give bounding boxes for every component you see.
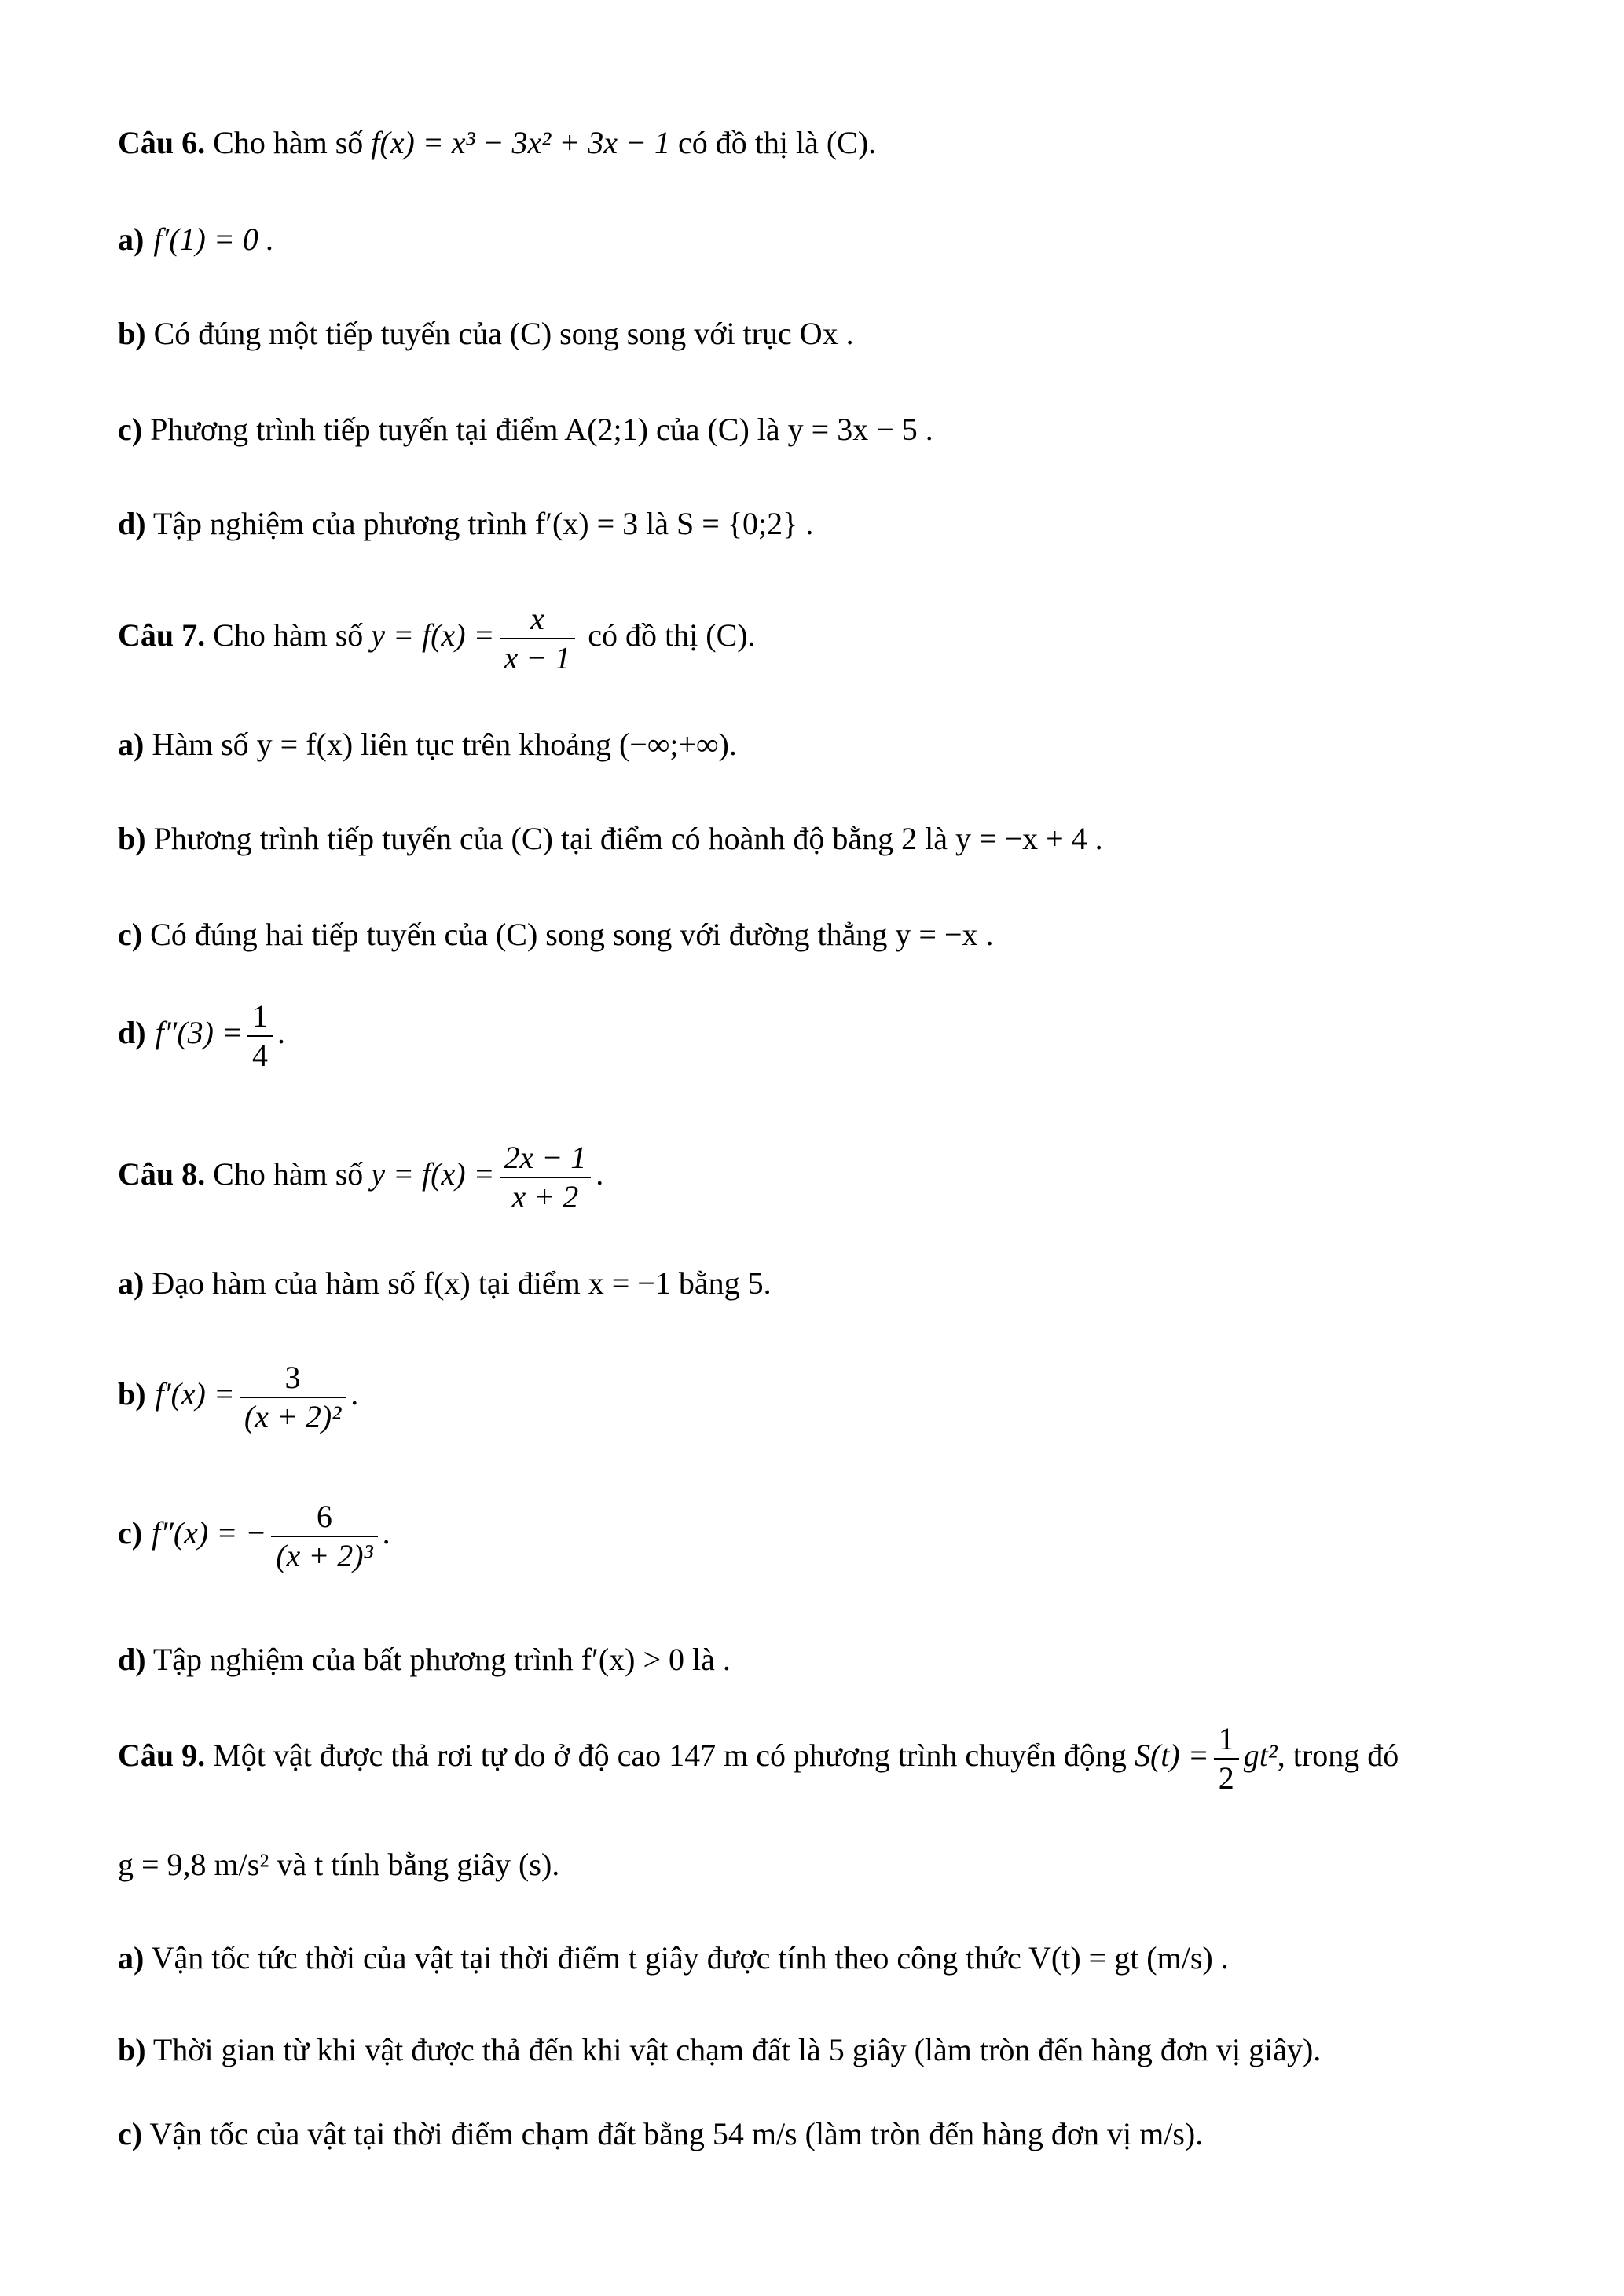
q6-a-label: a) [118, 222, 145, 257]
q9-stem [118, 1720, 1516, 1797]
q8-c-denominator: (x + 2)³ [276, 1538, 373, 1573]
q7-a-text: Hàm số y = f(x) liên tục trên khoảng (−∞;+∞). [152, 727, 737, 762]
q6-a [118, 220, 274, 259]
q6-function: f(x) = x³ − 3x² + 3x − 1 [371, 125, 670, 160]
q9-s-lhs: S(t) = [1134, 1738, 1209, 1774]
q6-c-text: Phương trình tiếp tuyến tại điểm A(2;1) của (C) là y = 3x − 5 . [150, 412, 933, 447]
q9-s-rhs: gt² [1243, 1738, 1278, 1774]
q6-b-text: Có đúng một tiếp tuyến của (C) song song với trục Ox . [153, 316, 854, 351]
q7-d-tail: . [277, 1015, 285, 1051]
q7-denominator: x − 1 [504, 640, 571, 676]
q7-numerator: x [500, 600, 576, 639]
q7-d-fraction [247, 998, 273, 1075]
q6-b-label: b) [118, 316, 146, 351]
q7-b [118, 819, 1103, 859]
q7-d-label: d) [118, 1015, 146, 1051]
q8-numerator: 2x − 1 [500, 1139, 592, 1178]
q6-stem [118, 123, 876, 163]
q6-b [118, 314, 854, 353]
q9-s-tail: , trong đó [1277, 1738, 1399, 1774]
q9-b-label: b) [118, 2032, 146, 2067]
q9-head: Câu 9. [118, 1738, 206, 1774]
q9-line2-text: g = 9,8 m/s² và t tính bằng giây (s). [118, 1847, 560, 1882]
q8-c-label: c) [118, 1515, 143, 1551]
q9-c-text: Vận tốc của vật tại thời điểm chạm đất bằng 54 m/s (làm tròn đến hàng đơn vị m/s). [149, 2116, 1204, 2151]
q9-a [118, 1939, 1229, 1978]
q6-a-math: f′(1) = 0 . [153, 222, 274, 257]
q8-c-numerator: 6 [271, 1498, 377, 1537]
q6-head: Câu 6. [118, 125, 206, 160]
q6-c-label: c) [118, 412, 143, 447]
q7-d-numerator: 1 [247, 998, 273, 1037]
q7-a-label: a) [118, 727, 145, 762]
q9-c [118, 2115, 1203, 2154]
q8-fraction [500, 1139, 592, 1216]
q8-d-text: Tập nghiệm của bất phương trình f′(x) > 0 là . [152, 1642, 731, 1677]
q8-a [118, 1264, 772, 1303]
q8-c-lhs: f″(x) = − [152, 1515, 267, 1551]
q7-lhs: y = f(x) = [371, 617, 495, 654]
q9-c-label: c) [118, 2116, 143, 2151]
q7-b-label: b) [118, 821, 146, 856]
q8-b [118, 1359, 358, 1436]
q8-tail: . [596, 1156, 604, 1192]
q9-a-label: a) [118, 1940, 145, 1976]
q8-head: Câu 8. [118, 1156, 206, 1192]
q8-c-tail: . [382, 1515, 390, 1551]
q8-a-label: a) [118, 1265, 145, 1301]
q8-b-numerator: 3 [240, 1359, 346, 1398]
q7-fraction [500, 600, 576, 677]
q9-numerator: 1 [1214, 1720, 1239, 1760]
q9-intro: Một vật được thả rơi tự do ở độ cao 147 m có phương trình chuyển động [205, 1738, 1135, 1774]
q7-c-text: Có đúng hai tiếp tuyến của (C) song song với đường thẳng y = −x . [150, 917, 994, 952]
q8-lhs: y = f(x) = [371, 1156, 495, 1192]
q9-line2 [118, 1845, 559, 1884]
q7-tail: có đồ thị (C). [580, 617, 756, 654]
q7-d [118, 998, 285, 1075]
q6-tail: có đồ thị là (C). [670, 125, 877, 160]
q9-denominator: 2 [1218, 1760, 1234, 1796]
q6-d-text: Tập nghiệm của phương trình f′(x) = 3 là S = {0;2} . [152, 506, 814, 541]
q8-intro: Cho hàm số [205, 1156, 372, 1192]
q7-c [118, 915, 994, 954]
q8-c [118, 1498, 390, 1575]
q9-a-text: Vận tốc tức thời của vật tại thời điểm t giây được tính theo công thức V(t) = gt (m/s) . [151, 1940, 1229, 1976]
q8-d [118, 1640, 731, 1679]
q7-intro: Cho hàm số [205, 617, 372, 654]
q7-head: Câu 7. [118, 617, 206, 654]
q8-b-tail: . [350, 1376, 359, 1412]
q7-d-lhs: f″(3) = [155, 1015, 243, 1051]
q9-b [118, 2031, 1321, 2070]
q7-c-label: c) [118, 917, 143, 952]
q8-a-text: Đạo hàm của hàm số f(x) tại điểm x = −1 bằng 5. [152, 1265, 772, 1301]
q7-d-denominator: 4 [251, 1038, 268, 1073]
q9-fraction [1214, 1720, 1239, 1797]
q7-b-text: Phương trình tiếp tuyến của (C) tại điểm có hoành độ bằng 2 là y = −x + 4 . [153, 821, 1103, 856]
q6-d [118, 504, 813, 544]
q8-b-denominator: (x + 2)² [244, 1399, 342, 1434]
q6-c [118, 410, 933, 449]
q7-stem [118, 600, 756, 677]
q6-intro: Cho hàm số [205, 125, 372, 160]
q6-d-label: d) [118, 506, 146, 541]
q8-denominator: x + 2 [511, 1179, 579, 1214]
q7-a [118, 725, 737, 764]
q8-b-lhs: f′(x) = [155, 1376, 235, 1412]
q8-stem [118, 1139, 603, 1216]
q8-b-fraction [240, 1359, 346, 1436]
q8-c-fraction [271, 1498, 377, 1575]
q9-b-text: Thời gian từ khi vật được thả đến khi vật chạm đất là 5 giây (làm tròn đến hàng đơn vị giây). [152, 2032, 1322, 2067]
q8-d-label: d) [118, 1642, 146, 1677]
q8-b-label: b) [118, 1376, 146, 1412]
